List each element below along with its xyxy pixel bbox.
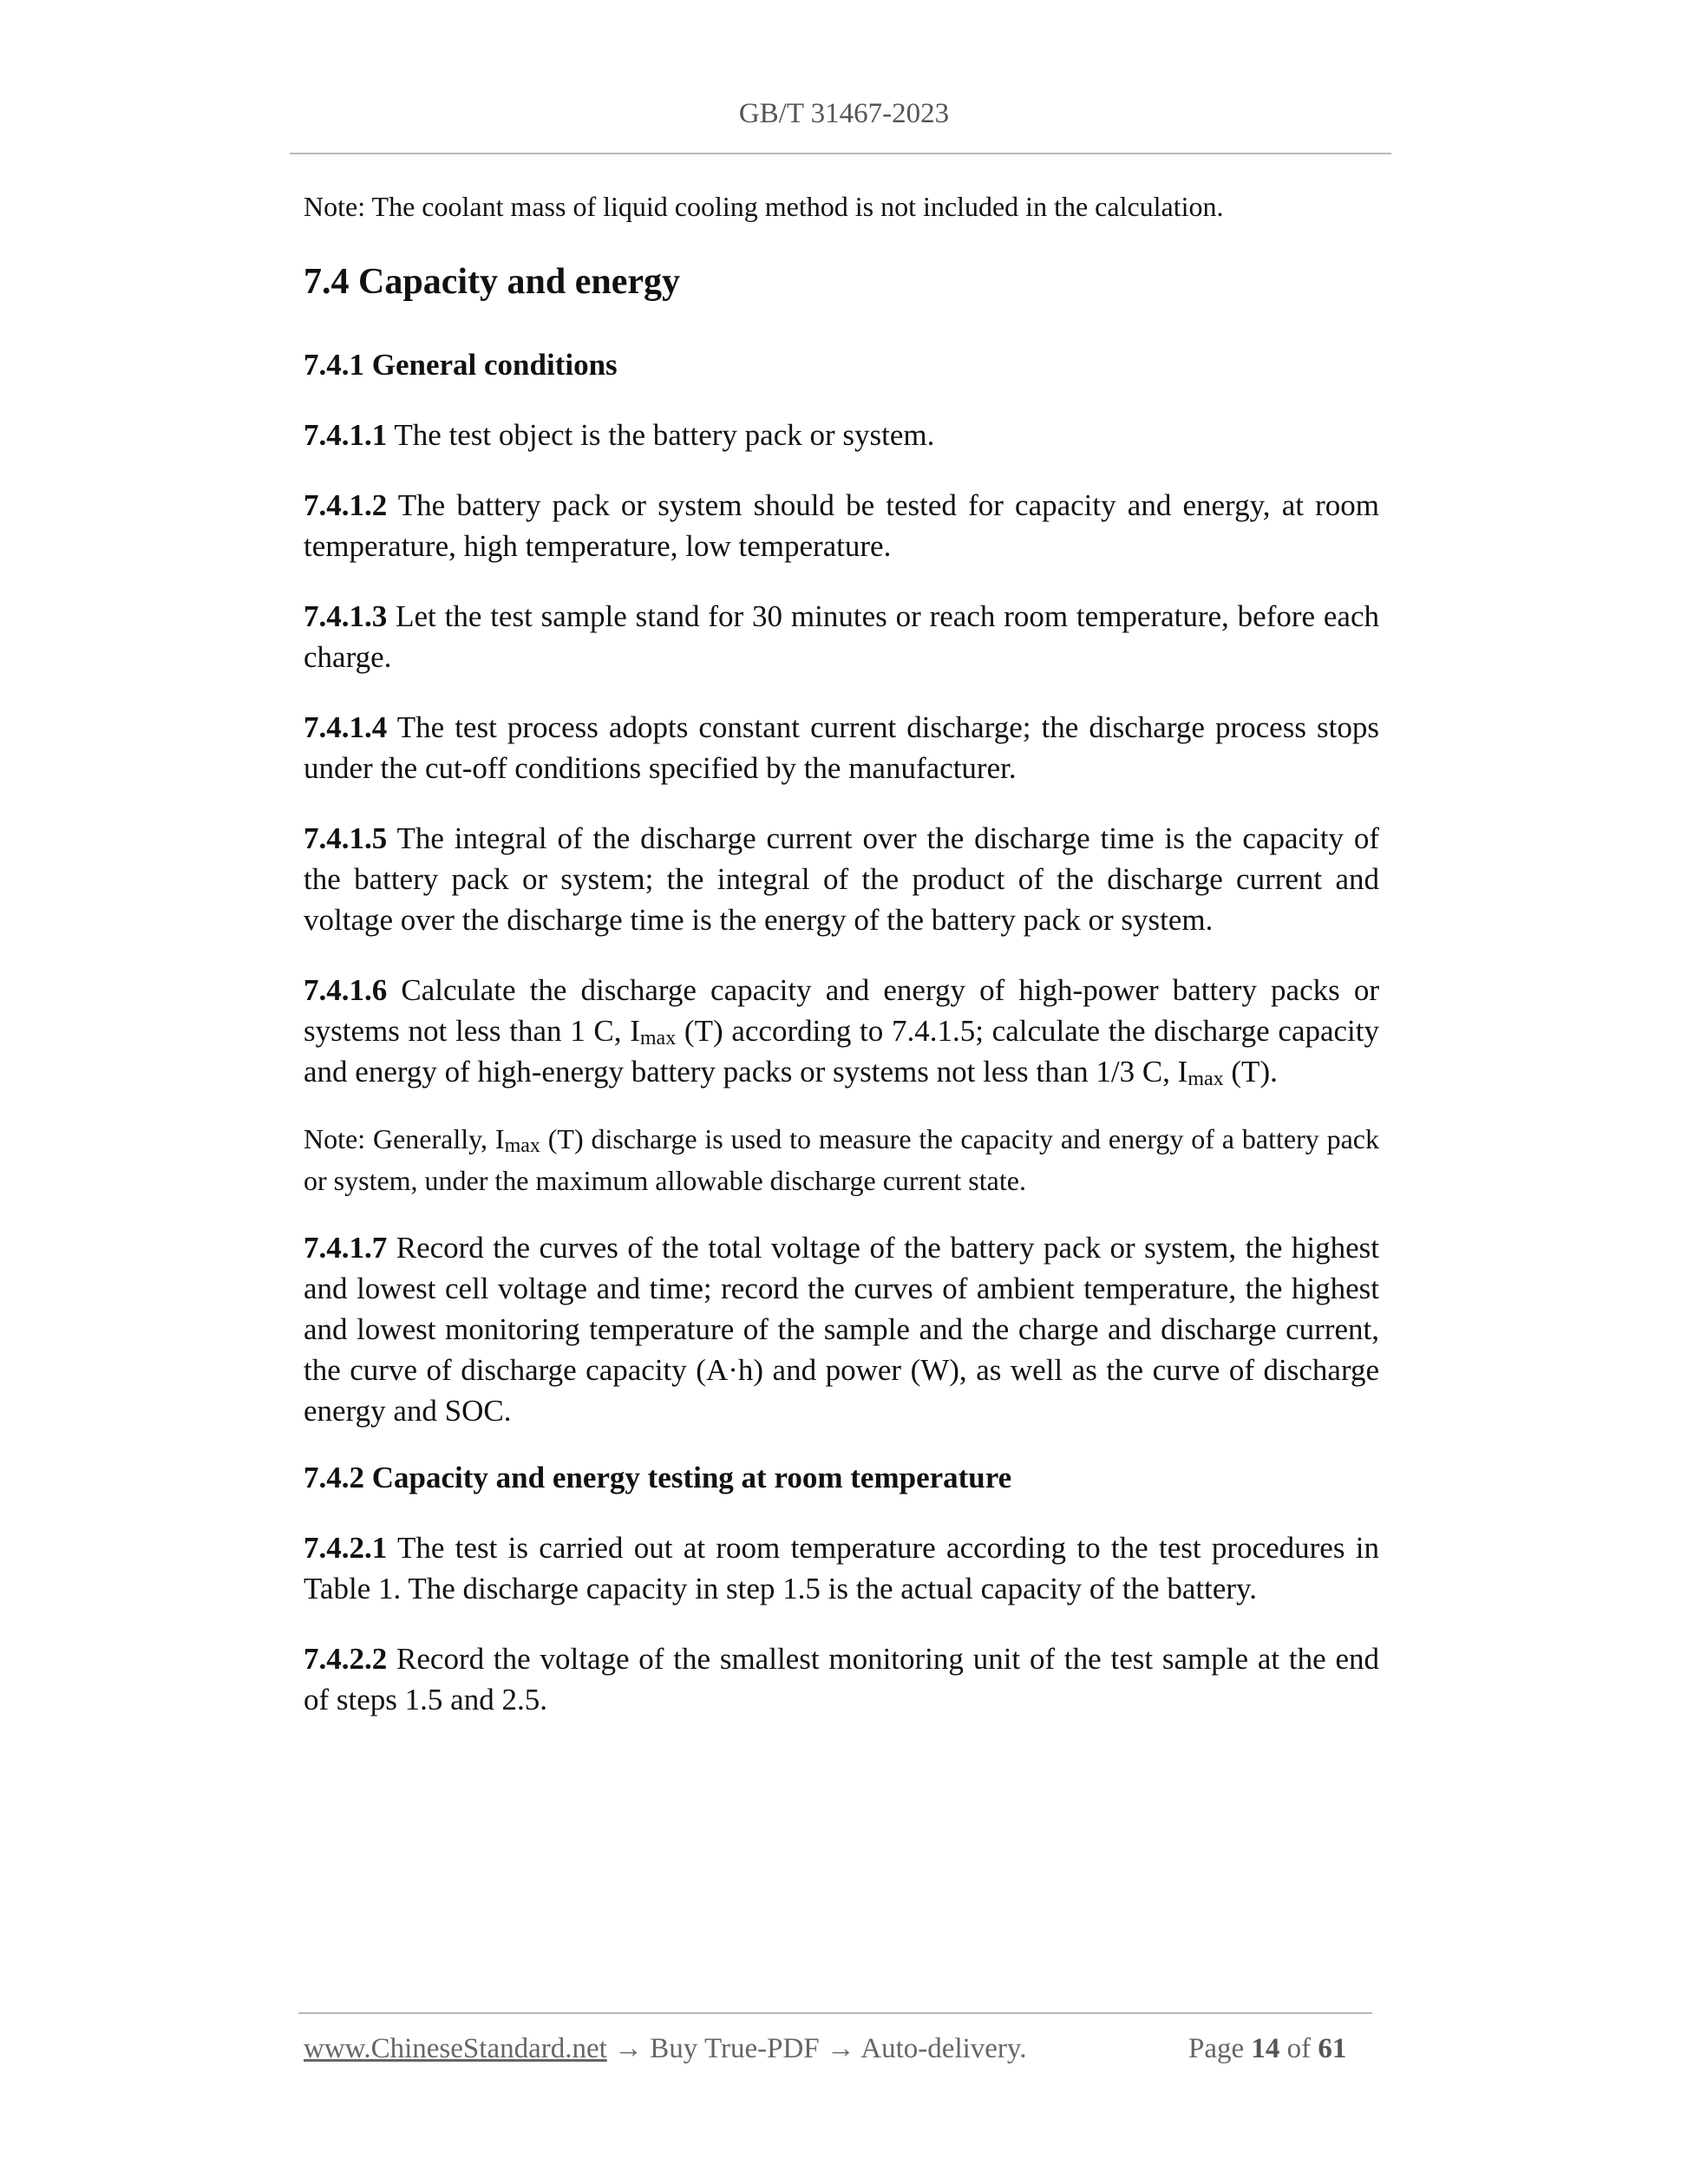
clause-text: The test process adopts constant current discharge; the discharge process stops under the cut-off conditions specified by the manufacturer. xyxy=(304,710,1379,785)
clause-7-4-1-3 xyxy=(304,596,1379,677)
promo-text: → Buy True-PDF → Auto-delivery. xyxy=(606,2033,1027,2064)
clause-number: 7.4.1.7 xyxy=(304,1231,388,1265)
clause-text: The battery pack or system should be tested for capacity and energy, at room temperature, high temperature, low temperature. xyxy=(304,488,1379,563)
note-text-suffix: (T) discharge is used to measure the capacity and energy of a battery pack or system, under the maximum allowable discharge current state. xyxy=(304,1123,1380,1196)
clause-text: The test object is the battery pack or system. xyxy=(387,418,935,452)
clause-7-4-1-1 xyxy=(304,415,1379,455)
clause-number: 7.4.1.4 xyxy=(304,710,388,744)
header-divider xyxy=(290,153,1391,154)
total-pages: 61 xyxy=(1318,2033,1347,2064)
clause-number: 7.4.2.1 xyxy=(304,1531,388,1565)
clause-7-4-2-1 xyxy=(304,1527,1379,1609)
clause-number: 7.4.2.2 xyxy=(304,1642,388,1676)
clause-7-4-1-5 xyxy=(304,818,1379,940)
clause-number: 7.4.1.6 xyxy=(304,973,388,1007)
note-imax xyxy=(304,1118,1379,1201)
clause-7-4-1-2 xyxy=(304,485,1379,566)
clause-text-part3: (T). xyxy=(1223,1055,1278,1089)
clause-text-part2: (T) according to 7.4.1.5; calculate the discharge capacity and energy of high-energy battery packs or systems not less than 1/3 C, I xyxy=(304,1014,1379,1089)
clause-text-part1: Calculate the discharge capacity and energy of high-power battery packs or systems not less than 1 C, I xyxy=(304,973,1379,1048)
current-page: 14 xyxy=(1251,2033,1280,2064)
clause-text: The test is carried out at room temperature according to the test procedures in Table 1. The discharge capacity in step 1.5 is the actual capacity of the battery. xyxy=(304,1531,1379,1605)
clause-text: Record the curves of the total voltage of the battery pack or system, the highest and lowest cell voltage and time; record the curves of ambient temperature, the highest and lowest monitoring temperature of the sample and the charge and discharge current, the curve of discharge capacity (A·h) and power (W), as well as the curve of discharge energy and SOC. xyxy=(304,1231,1379,1428)
clause-number: 7.4.1.5 xyxy=(304,821,388,855)
subsection-general-conditions: 7.4.1 General conditions xyxy=(304,348,618,382)
subscript-max: max xyxy=(504,1135,540,1157)
clause-number: 7.4.1.3 xyxy=(304,599,388,633)
footer-promo xyxy=(304,2033,1027,2065)
section-title: 7.4 Capacity and energy xyxy=(304,262,680,302)
note-text-prefix: Note: Generally, I xyxy=(304,1123,505,1154)
site-link[interactable]: www.ChineseStandard.net xyxy=(304,2033,607,2064)
clause-number: 7.4.1.2 xyxy=(304,488,388,522)
subsection-room-temperature: 7.4.2 Capacity and energy testing at room temperature xyxy=(304,1461,1012,1494)
page-number xyxy=(1188,2033,1346,2065)
subscript-max: max xyxy=(1187,1068,1224,1090)
clause-text: Let the test sample stand for 30 minutes or reach room temperature, before each charge. xyxy=(304,599,1379,674)
clause-7-4-1-4 xyxy=(304,707,1379,788)
clause-text: The integral of the discharge current over the discharge time is the capacity of the battery pack or system; the integral of the product of the discharge current and voltage over the discharge time is the energy of the battery pack or system. xyxy=(304,821,1379,937)
clause-7-4-1-6 xyxy=(304,970,1379,1092)
page-header: GB/T 31467-2023 xyxy=(738,98,950,129)
clause-number: 7.4.1.1 xyxy=(304,418,388,452)
clause-text: Record the voltage of the smallest monitoring unit of the test sample at the end of steps 1.5 and 2.5. xyxy=(304,1642,1379,1716)
clause-7-4-2-2 xyxy=(304,1638,1379,1720)
footer-divider xyxy=(298,2012,1372,2014)
subscript-max: max xyxy=(639,1027,677,1049)
note-coolant: Note: The coolant mass of liquid cooling method is not included in the calculation. xyxy=(304,191,1224,222)
of-label: of xyxy=(1279,2033,1318,2064)
page-label: Page xyxy=(1188,2033,1252,2064)
clause-7-4-1-7 xyxy=(304,1227,1379,1431)
page-content xyxy=(304,186,1379,1720)
